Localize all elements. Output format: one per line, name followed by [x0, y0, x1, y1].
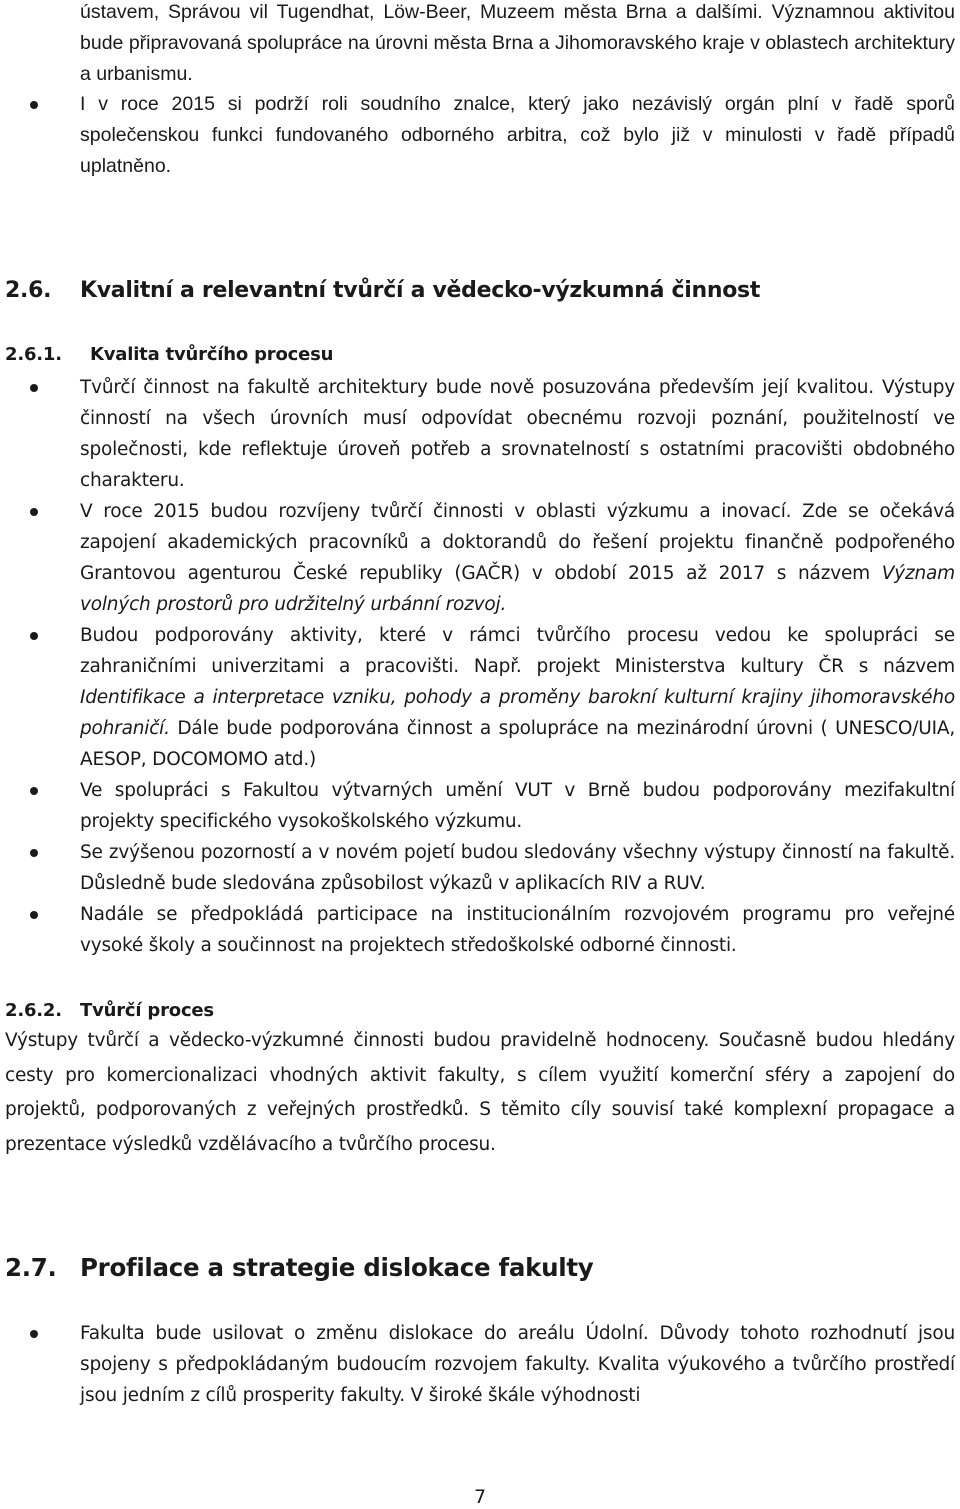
project-title: Identifikace a interpretace vzniku, pohody a proměny barokní kulturní krajiny jihomoravského pohraničí. — [80, 687, 955, 739]
section-title: Profilace a strategie dislokace fakulty — [80, 1253, 594, 1282]
list-item-text: Ve spolupráci s Fakultou výtvarných umění VUT v Brně budou podporovány mezifakultní projekty specifického vysokoškolského výzkumu. — [80, 780, 955, 832]
list-item — [80, 372, 955, 496]
subsection-heading-2-6-1 — [5, 344, 333, 365]
paragraph-continuation — [80, 0, 955, 90]
bullet-icon — [30, 632, 38, 640]
list-item — [80, 837, 955, 899]
bullet-icon — [30, 849, 38, 857]
list-item — [80, 899, 955, 961]
bullet-icon — [30, 508, 38, 516]
list-item-text: I v roce 2015 si podrží roli soudního znalce, který jako nezávislý orgán plní v řadě sporů společenskou funkci fundovaného odborného arbitra, což bylo již v minulosti v řadě případů uplatněno. — [80, 93, 955, 177]
bullet-icon — [30, 787, 38, 795]
section-number: 2.7. — [5, 1253, 57, 1282]
list-item — [80, 496, 955, 620]
list-item — [80, 89, 955, 182]
subsection-number: 2.6.1. — [5, 344, 62, 365]
section-number: 2.6. — [5, 278, 52, 303]
list-item-text: V roce 2015 budou rozvíjeny tvůrčí činnosti v oblasti výzkumu a inovací. Zde se očekává zapojení akademických pracovníků a doktorandů do řešení projektu finančně podpořeného Grantovou agenturou České republiky (GAČR) v období 2015 až 2017 s názvem — [80, 501, 955, 584]
subsection-title: Tvůrčí proces — [80, 1000, 214, 1021]
bullet-list-2-6-1 — [80, 372, 955, 961]
list-item-text-continued: Dále bude podporována činnost a spolupráce na mezinárodní úrovni ( UNESCO/UIA, AESOP, DOCOMOMO atd.) — [80, 718, 955, 770]
paragraph-text: ústavem, Správou vil Tugendhat, Löw-Beer, Muzeem města Brna a dalšími. Významnou aktivitou bude připravovaná spolupráce na úrovni města Brna a Jihomoravského kraje v oblastech architektury a urbanismu. — [80, 1, 955, 85]
bullet-icon — [30, 1330, 38, 1338]
bullet-icon — [30, 911, 38, 919]
paragraph-2-6-2 — [5, 1024, 955, 1162]
project-title: Význam volných prostorů pro udržitelný urbánní rozvoj. — [80, 563, 955, 615]
section-heading-2-7 — [5, 1253, 593, 1282]
paragraph-text: Výstupy tvůrčí a vědecko-výzkumné činnosti budou pravidelně hodnoceny. Současně budou hledány cesty pro komercionalizaci vhodných aktivit fakulty, s cílem využití komerční sféry a zapojení do projektů, podporovaných z veřejných prostředků. S těmito cíly souvisí také komplexní propagace a prezentace výsledků vzdělávacího a tvůrčího procesu. — [5, 1030, 955, 1155]
bullet-court-expert — [80, 89, 955, 182]
list-item — [80, 775, 955, 837]
bullet-list-2-7 — [80, 1318, 955, 1411]
list-item-text: Nadále se předpokládá participace na institucionálním rozvojovém programu pro veřejné vysoké školy a součinnost na projektech středoškolské odborné činnosti. — [80, 904, 955, 956]
subsection-title: Kvalita tvůrčího procesu — [90, 344, 334, 365]
list-item-text: Se zvýšenou pozorností a v novém pojetí budou sledovány všechny výstupy činností na fakultě. Důsledně bude sledována způsobilost výkazů v aplikacích RIV a RUV. — [80, 842, 955, 894]
list-item-text: Budou podporovány aktivity, které v rámci tvůrčího procesu vedou ke spolupráci se zahraničními univerzitami a pracovišti. Např. projekt Ministerstva kultury ČR s názvem — [80, 625, 955, 677]
section-heading-2-6 — [5, 278, 760, 303]
bullet-icon — [30, 384, 38, 392]
bullet-icon — [30, 101, 38, 109]
list-item-text: Fakulta bude usilovat o změnu dislokace do areálu Údolní. Důvody tohoto rozhodnutí jsou spojeny s předpokládaným budoucím rozvojem fakulty. Kvalita výukového a tvůrčího prostředí jsou jedním z cílů prosperity fakulty. V široké škále výhodnosti — [80, 1323, 955, 1406]
list-item-text: Tvůrčí činnost na fakultě architektury bude nově posuzována především její kvalitou. Výstupy činností na všech úrovních musí odpovídat obecnému rozvoji poznání, použitelností ve společnosti, kde reflektuje úroveň potřeb a srovnatelností s ostatními pracovišti obdobného charakteru. — [80, 377, 955, 491]
subsection-number: 2.6.2. — [5, 1000, 62, 1021]
subsection-heading-2-6-2 — [5, 1000, 214, 1021]
list-item — [80, 1318, 955, 1411]
list-item — [80, 620, 955, 775]
section-title: Kvalitní a relevantní tvůrčí a vědecko-výzkumná činnost — [80, 278, 761, 303]
page-number: 7 — [473, 1486, 487, 1508]
